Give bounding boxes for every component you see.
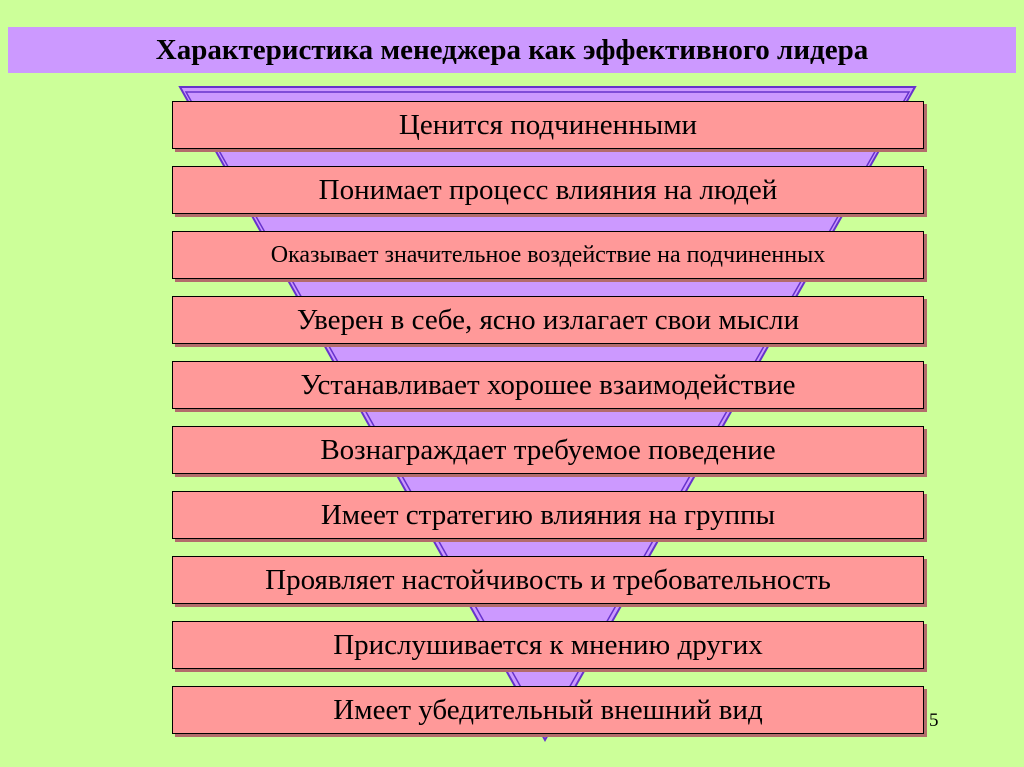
list-item-6: Вознаграждает требуемое поведение — [172, 426, 924, 474]
list-item-7: Имеет стратегию влияния на группы — [172, 491, 924, 539]
list-item-3: Оказывает значительное воздействие на подчиненных — [172, 231, 924, 279]
list-item-4: Уверен в себе, ясно излагает свои мысли — [172, 296, 924, 344]
list-item-5: Устанавливает хорошее взаимодействие — [172, 361, 924, 409]
list-item-1: Ценится подчиненными — [172, 101, 924, 149]
list-item-9: Прислушивается к мнению других — [172, 621, 924, 669]
slide-title: Характеристика менеджера как эффективного лидера — [155, 33, 869, 66]
list-item-2: Понимает процесс влияния на людей — [172, 166, 924, 214]
list-item-10: Имеет убедительный внешний вид — [172, 686, 924, 734]
list-item-8: Проявляет настойчивость и требовательность — [172, 556, 924, 604]
page-number: 5 — [929, 710, 939, 731]
